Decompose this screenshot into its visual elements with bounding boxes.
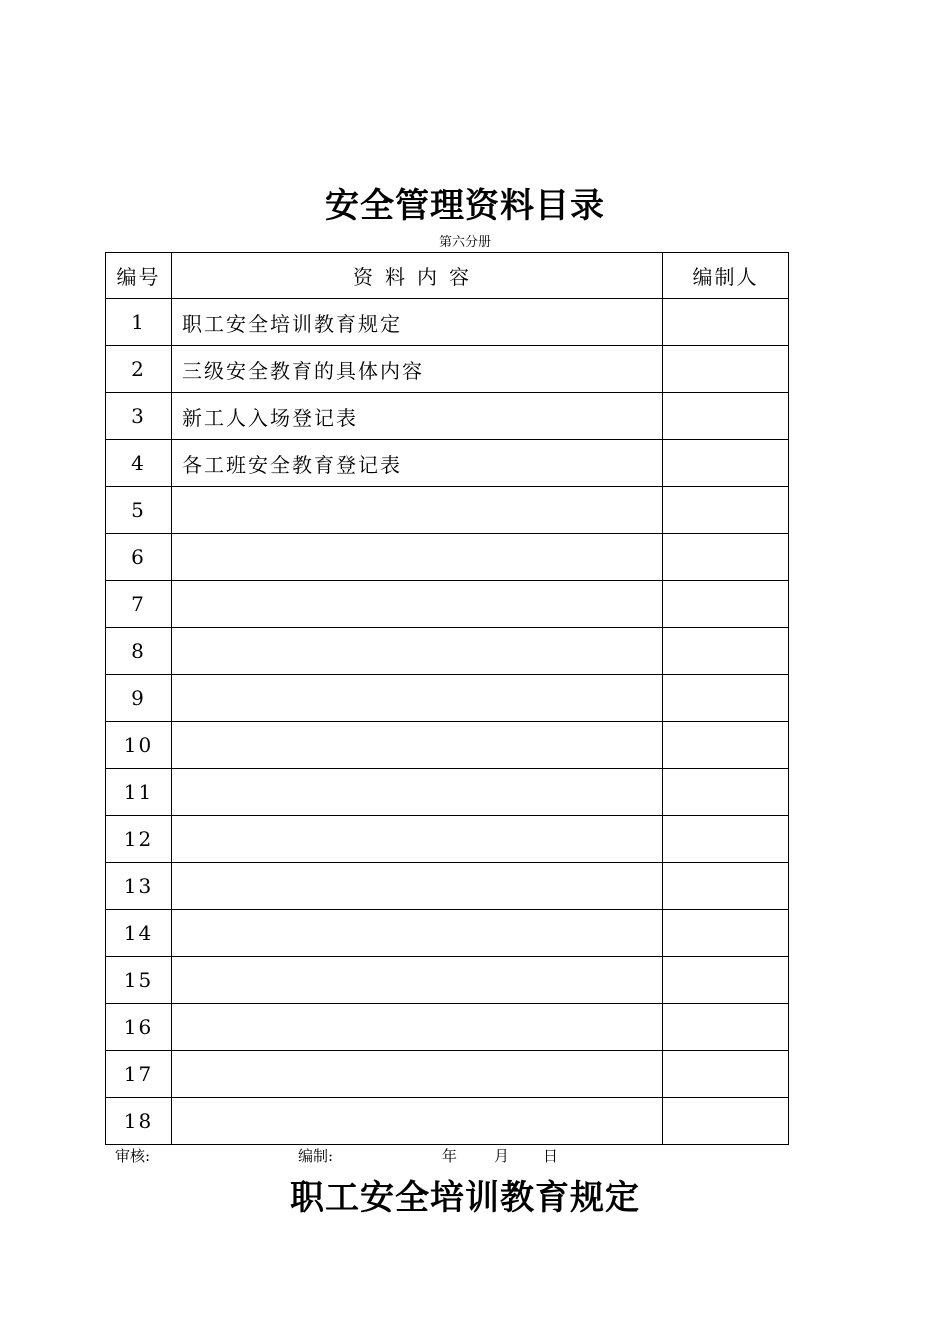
table-row — [106, 440, 789, 487]
row-author — [663, 722, 789, 769]
row-author — [663, 1098, 789, 1145]
row-author — [663, 910, 789, 957]
row-content — [172, 769, 663, 816]
table-row — [106, 769, 789, 816]
row-author — [663, 534, 789, 581]
table-row — [106, 910, 789, 957]
row-author — [663, 1051, 789, 1098]
table-body — [106, 299, 789, 1145]
row-author — [663, 628, 789, 675]
row-number: 16 — [106, 1004, 172, 1051]
row-author — [663, 863, 789, 910]
row-number: 8 — [106, 628, 172, 675]
table-row — [106, 816, 789, 863]
row-author — [663, 346, 789, 393]
next-section-title: 职工安全培训教育规定 — [290, 1178, 640, 1218]
table-row — [106, 346, 789, 393]
row-content — [172, 957, 663, 1004]
row-number: 18 — [106, 1098, 172, 1145]
table-row — [106, 299, 789, 346]
row-content — [172, 487, 663, 534]
table-row — [106, 957, 789, 1004]
row-content — [172, 1051, 663, 1098]
row-number: 1 — [106, 299, 172, 346]
row-number: 5 — [106, 487, 172, 534]
row-number: 14 — [106, 910, 172, 957]
row-author — [663, 1004, 789, 1051]
table-header-row — [106, 253, 789, 299]
row-content — [172, 1098, 663, 1145]
row-author — [663, 299, 789, 346]
row-author — [663, 816, 789, 863]
page-title: 安全管理资料目录 — [325, 186, 605, 226]
row-number: 15 — [106, 957, 172, 1004]
table-row — [106, 863, 789, 910]
row-content — [172, 675, 663, 722]
header-content: 资料内容 — [172, 253, 663, 299]
row-number: 7 — [106, 581, 172, 628]
toc-table — [105, 252, 789, 1145]
table-row — [106, 534, 789, 581]
header-number: 编号 — [106, 253, 172, 299]
row-content — [172, 534, 663, 581]
row-number: 11 — [106, 769, 172, 816]
month-label: 月 — [494, 1147, 510, 1165]
row-content — [172, 910, 663, 957]
row-author — [663, 957, 789, 1004]
row-content — [172, 722, 663, 769]
header-author: 编制人 — [663, 253, 789, 299]
review-label: 审核: — [115, 1147, 151, 1165]
table-row — [106, 487, 789, 534]
row-number: 13 — [106, 863, 172, 910]
row-content — [172, 816, 663, 863]
day-label: 日 — [543, 1147, 559, 1165]
table-row — [106, 628, 789, 675]
row-author — [663, 581, 789, 628]
row-number: 17 — [106, 1051, 172, 1098]
row-author — [663, 487, 789, 534]
year-label: 年 — [442, 1147, 458, 1165]
table-row — [106, 1051, 789, 1098]
table-row — [106, 1004, 789, 1051]
volume-subtitle: 第六分册 — [438, 235, 491, 250]
table-row — [106, 675, 789, 722]
row-number: 2 — [106, 346, 172, 393]
row-content: 职工安全培训教育规定 — [172, 299, 663, 346]
row-content — [172, 628, 663, 675]
row-author — [663, 675, 789, 722]
row-number: 6 — [106, 534, 172, 581]
row-number: 3 — [106, 393, 172, 440]
row-author — [663, 393, 789, 440]
row-content — [172, 581, 663, 628]
edit-label: 编制: — [298, 1147, 334, 1165]
row-number: 9 — [106, 675, 172, 722]
row-content — [172, 863, 663, 910]
row-content: 各工班安全教育登记表 — [172, 440, 663, 487]
row-content: 三级安全教育的具体内容 — [172, 346, 663, 393]
row-number: 10 — [106, 722, 172, 769]
table-row — [106, 393, 789, 440]
row-number: 12 — [106, 816, 172, 863]
row-number: 4 — [106, 440, 172, 487]
table-row — [106, 581, 789, 628]
row-content: 新工人入场登记表 — [172, 393, 663, 440]
row-author — [663, 769, 789, 816]
row-author — [663, 440, 789, 487]
table-row — [106, 1098, 789, 1145]
row-content — [172, 1004, 663, 1051]
table-row — [106, 722, 789, 769]
